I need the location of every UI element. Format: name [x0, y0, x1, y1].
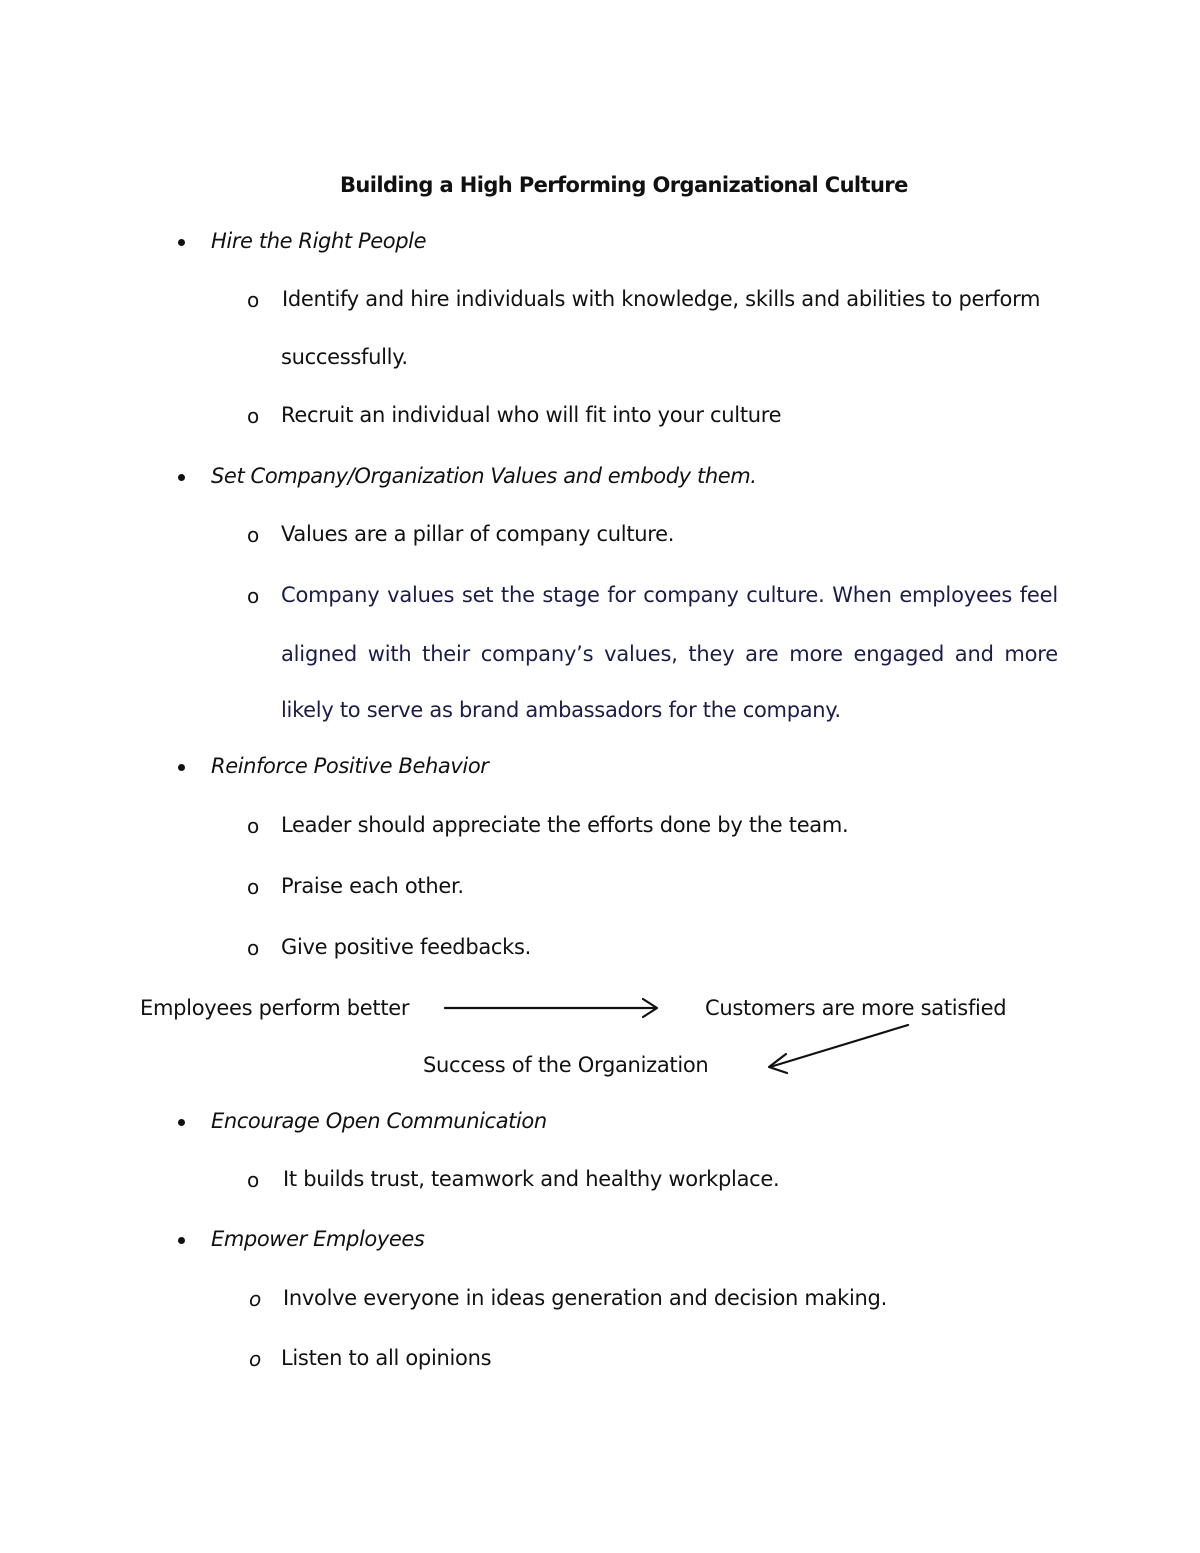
list-item-text: Company values set the stage for company culture. When employees feel — [281, 583, 1058, 607]
list-item-text: Involve everyone in ideas generation and decision making. — [283, 1286, 887, 1310]
list-item-text: Recruit an individual who will fit into your culture — [281, 403, 782, 427]
sub-bullet-marker: o — [247, 584, 260, 608]
list-item-text: successfully. — [281, 345, 408, 369]
sub-bullet-marker: o — [247, 523, 260, 547]
page-title: Building a High Performing Organizational Culture — [340, 173, 908, 197]
list-item-text: Identify and hire individuals with knowledge, skills and abilities to perform — [282, 287, 1041, 311]
list-item-text: likely to serve as brand ambassadors for the company. — [281, 698, 841, 722]
section-heading-reinforce: Reinforce Positive Behavior — [211, 754, 489, 778]
sub-bullet-marker: o — [247, 1168, 260, 1192]
section-heading-values: Set Company/Organization Values and embody them. — [211, 464, 757, 488]
sub-bullet-marker: o — [247, 404, 260, 428]
list-item-text: Give positive feedbacks. — [281, 935, 532, 959]
bullet-dot — [178, 1237, 185, 1244]
sub-bullet-marker: o — [247, 936, 260, 960]
list-item-text: Listen to all opinions — [281, 1346, 492, 1370]
sub-bullet-marker: o — [247, 288, 260, 312]
flow-right-label: Customers are more satisfied — [705, 996, 1007, 1020]
list-item-text: It builds trust, teamwork and healthy workplace. — [283, 1167, 780, 1191]
sub-bullet-marker: o — [249, 1287, 262, 1311]
section-heading-empower: Empower Employees — [211, 1227, 425, 1251]
section-heading-communication: Encourage Open Communication — [211, 1109, 547, 1133]
flow-bottom-label: Success of the Organization — [423, 1053, 709, 1077]
flow-left-label: Employees perform better — [140, 996, 410, 1020]
list-item-text: Values are a pillar of company culture. — [281, 522, 675, 546]
bullet-dot — [178, 1119, 185, 1126]
sub-bullet-marker: o — [247, 814, 260, 838]
list-item-text: aligned with their company’s values, they are more engaged and more — [281, 642, 1058, 666]
list-item-text: Praise each other. — [281, 874, 464, 898]
sub-bullet-marker: o — [247, 875, 260, 899]
sub-bullet-marker: o — [249, 1347, 262, 1371]
arrow-diagonal-line — [770, 1025, 908, 1067]
list-item-text: Leader should appreciate the efforts done by the team. — [281, 813, 849, 837]
section-heading-hire: Hire the Right People — [211, 229, 427, 253]
